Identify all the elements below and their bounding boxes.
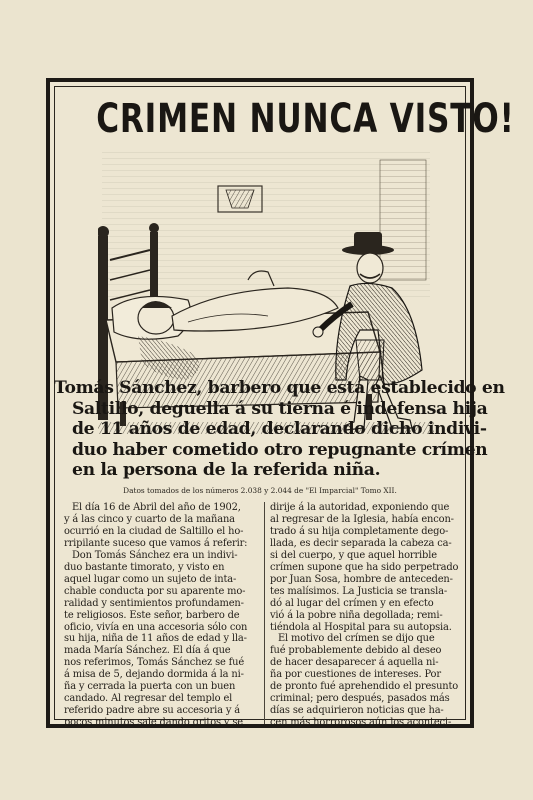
text-line: dirije á la autoridad, exponiendo que — [270, 502, 450, 513]
text-line: de pronto fué aprehendido el presunto — [270, 681, 459, 693]
headline-line: en la persona de la referida niña. — [72, 460, 381, 481]
article-body — [64, 502, 464, 729]
headline-text — [54, 378, 505, 481]
text-line: pocos minutos sale dando gritos y se — [64, 717, 243, 729]
text-line: tiéndola al Hospital para su autopsia. — [270, 621, 452, 633]
headline-line: Tomás Sánchez, barbero que está establecido en — [54, 378, 505, 398]
text-line: te religiosos. Este señor, barbero de — [64, 609, 240, 621]
text-line: ocurrió en la ciudad de Saltillo el ho- — [64, 525, 244, 537]
text-line: Don Tomás Sánchez era un indivi- — [72, 549, 238, 561]
text-line: nos referimos, Tomás Sánchez se fué — [64, 657, 245, 669]
text-line: aquel lugar como un sujeto de inta- — [64, 573, 237, 585]
text-line: su hija, niña de 11 años de edad y lla- — [64, 633, 247, 645]
print-border-frame — [46, 78, 515, 729]
page-title: CRIMEN NUNCA VISTO! — [96, 96, 515, 142]
source-note: Datos tomados de los números 2.038 y 2.044 de "El Imparcial" Tomo XII. — [123, 486, 397, 495]
text-line: ña y cerrada la puerta con un buen — [64, 681, 236, 693]
text-line: al regresar de la Iglesia, había encon- — [270, 513, 454, 525]
text-line: por Juan Sosa, hombre de anteceden- — [270, 573, 453, 585]
text-line: El día 16 de Abril del año de 1902, — [72, 502, 241, 513]
text-line: de hacer desaparecer á aquella ni- — [270, 657, 439, 669]
text-line: llada, es decir separada la cabeza ca- — [270, 537, 452, 549]
text-line: trado á su hija completamente dego- — [270, 525, 449, 537]
article-column-left — [64, 502, 256, 729]
text-line: á misa de 5, dejando dormida á la ni- — [64, 669, 244, 681]
text-line: días se adquirieron noticias que ha- — [270, 705, 444, 717]
headline-line: duo haber cometido otro repugnante crímen — [72, 439, 488, 460]
text-line: dó al lugar del crímen y en efecto — [270, 597, 434, 609]
text-line: ña por cuestiones de intereses. Por — [270, 669, 441, 681]
headline-line: Saltillo, deguella á su tierna é indefensa hija — [72, 398, 488, 419]
text-line: crímen supone que ha sido perpetrado — [270, 561, 459, 573]
text-line: cen más horrorosos aún los aconteci- — [270, 717, 452, 729]
text-line: tes malísimos. La Justicia se transla- — [270, 585, 448, 597]
text-line: duo bastante timorato, y visto en — [64, 561, 225, 573]
column-divider — [264, 502, 265, 724]
text-line: fué probablemente debido al deseo — [270, 645, 442, 657]
text-line: oficio, vivía en una accesoria sólo con — [64, 621, 248, 633]
text-line: El motivo del crímen se dijo que — [278, 633, 435, 645]
headline-line: de 11 años de edad, declarando dicho indivi- — [72, 419, 487, 440]
article-column-right — [270, 502, 462, 729]
text-line: rripilante suceso que vamos á referir: — [64, 537, 248, 549]
text-line: vió á la pobre niña degollada; remi- — [270, 609, 443, 621]
text-line: referido padre abre su accesoria y á — [64, 705, 240, 717]
text-line: ralidad y sentimientos profundamen- — [64, 597, 244, 609]
text-line: mada María Sánchez. El día á que — [64, 645, 231, 657]
text-line: y á las cinco y cuarto de la mañana — [64, 513, 235, 525]
text-line: candado. Al regresar del templo el — [64, 693, 233, 705]
text-line: chable conducta por su aparente mo- — [64, 585, 246, 597]
text-line: si del cuerpo, y que aquel horrible — [270, 549, 437, 561]
text-line: criminal; pero después, pasados más — [270, 693, 450, 705]
